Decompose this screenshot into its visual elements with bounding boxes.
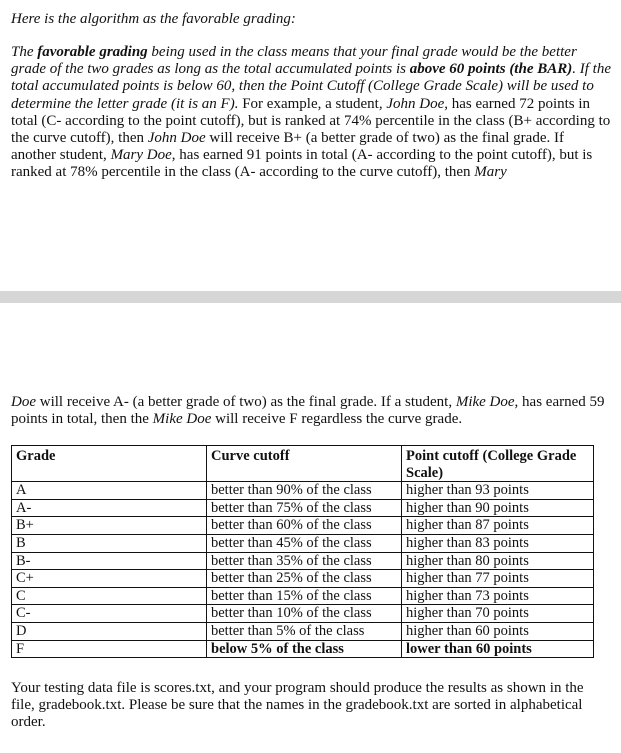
text-run: Mary Doe <box>110 147 172 164</box>
curve-cell: better than 15% of the class <box>207 587 402 605</box>
curve-cell: better than 35% of the class <box>207 552 402 570</box>
table-header-row <box>12 446 594 482</box>
grade-cell: C <box>12 587 207 605</box>
point-cell: higher than 90 points <box>402 499 594 517</box>
table-row <box>12 587 594 605</box>
text-run: will receive A- (a better grade of two) as the final grade. If a student, <box>36 394 456 410</box>
text-run: John Doe <box>147 130 206 147</box>
grade-cell: F <box>12 640 207 658</box>
grade-cell: A <box>12 482 207 500</box>
grade-cell: A- <box>12 499 207 517</box>
table-row <box>12 552 594 570</box>
point-cell: higher than 93 points <box>402 482 594 500</box>
text-run: above 60 points (the BAR) <box>409 61 573 78</box>
text-run: favorable grading <box>37 44 148 60</box>
document-page-2 <box>0 303 621 753</box>
table-row <box>12 534 594 552</box>
curve-cell: better than 90% of the class <box>207 482 402 500</box>
header-curve-cutoff: Curve cutoff <box>207 446 402 482</box>
curve-cell: better than 75% of the class <box>207 499 402 517</box>
point-cell: lower than 60 points <box>402 640 594 658</box>
point-cell: higher than 60 points <box>402 622 594 640</box>
table-row <box>12 517 594 535</box>
text-run: Mike Doe <box>455 394 515 410</box>
grade-cell: C- <box>12 605 207 623</box>
table-row <box>12 605 594 623</box>
text-run: . If the total accumulated points is below 60, then the Point Cutoff (College Grade Scale) will be used to determine the letter grade (it is an F). <box>11 61 611 112</box>
curve-cell: better than 25% of the class <box>207 570 402 588</box>
point-cell: higher than 80 points <box>402 552 594 570</box>
text-run: John Doe <box>386 95 445 112</box>
grading-table <box>11 445 594 658</box>
curve-cell: below 5% of the class <box>207 640 402 658</box>
text-run: Mary <box>474 164 507 181</box>
intro-line: Here is the algorithm as the favorable grading: <box>11 11 296 27</box>
curve-cell: better than 5% of the class <box>207 622 402 640</box>
table-row <box>12 570 594 588</box>
point-cell: higher than 73 points <box>402 587 594 605</box>
text-run: , has earned 72 points in total (C- according to the point cutoff), but is ranked at 74% percentile in the class (B+ according to the curve cutoff), then <box>11 95 611 147</box>
closing-paragraph: Your testing data file is scores.txt, and your program should produce the results as shown in the file, gradebook.txt. Please be sure that the names in the gradebook.txt are sorted in alphabetical order. <box>11 680 584 731</box>
table-row <box>12 499 594 517</box>
page-separator <box>0 291 621 303</box>
curve-cell: better than 60% of the class <box>207 517 402 535</box>
text-run: , has earned 59 points in total, then the <box>11 394 605 428</box>
text-run: The <box>11 44 38 60</box>
table-row <box>12 482 594 500</box>
table-row <box>12 622 594 640</box>
document-page-1 <box>0 0 621 300</box>
point-cell: higher than 83 points <box>402 534 594 552</box>
point-cell: higher than 70 points <box>402 605 594 623</box>
text-run: , has earned 91 points in total (A- according to the point cutoff), but is ranked at 78% percentile in the class (A- according to the curve cutoff), then <box>11 147 593 181</box>
text-run: will receive F regardless the curve grade. <box>211 411 463 428</box>
curve-cell: better than 45% of the class <box>207 534 402 552</box>
grade-cell: B+ <box>12 517 207 535</box>
text-run: For example, a student, <box>238 95 387 112</box>
header-grade: Grade <box>12 446 207 482</box>
grade-cell: B <box>12 534 207 552</box>
header-point-cutoff: Point cutoff (College Grade Scale) <box>402 446 594 482</box>
continuation-paragraph <box>11 394 611 428</box>
text-run: Doe <box>11 394 36 410</box>
text-run: will receive B+ (a better grade of two) as the final grade. If another student, <box>11 130 564 164</box>
table-row <box>12 640 594 658</box>
grade-cell: C+ <box>12 570 207 588</box>
text-run: being used in the class means that your final grade would be the better grade of the two grades as long as the total accumulated points is <box>11 44 577 78</box>
grade-cell: D <box>12 622 207 640</box>
point-cell: higher than 77 points <box>402 570 594 588</box>
curve-cell: better than 10% of the class <box>207 605 402 623</box>
favorable-grading-paragraph <box>11 44 611 182</box>
text-run: Mike Doe <box>152 411 212 428</box>
table-body <box>12 482 594 658</box>
grade-cell: B- <box>12 552 207 570</box>
point-cell: higher than 87 points <box>402 517 594 535</box>
